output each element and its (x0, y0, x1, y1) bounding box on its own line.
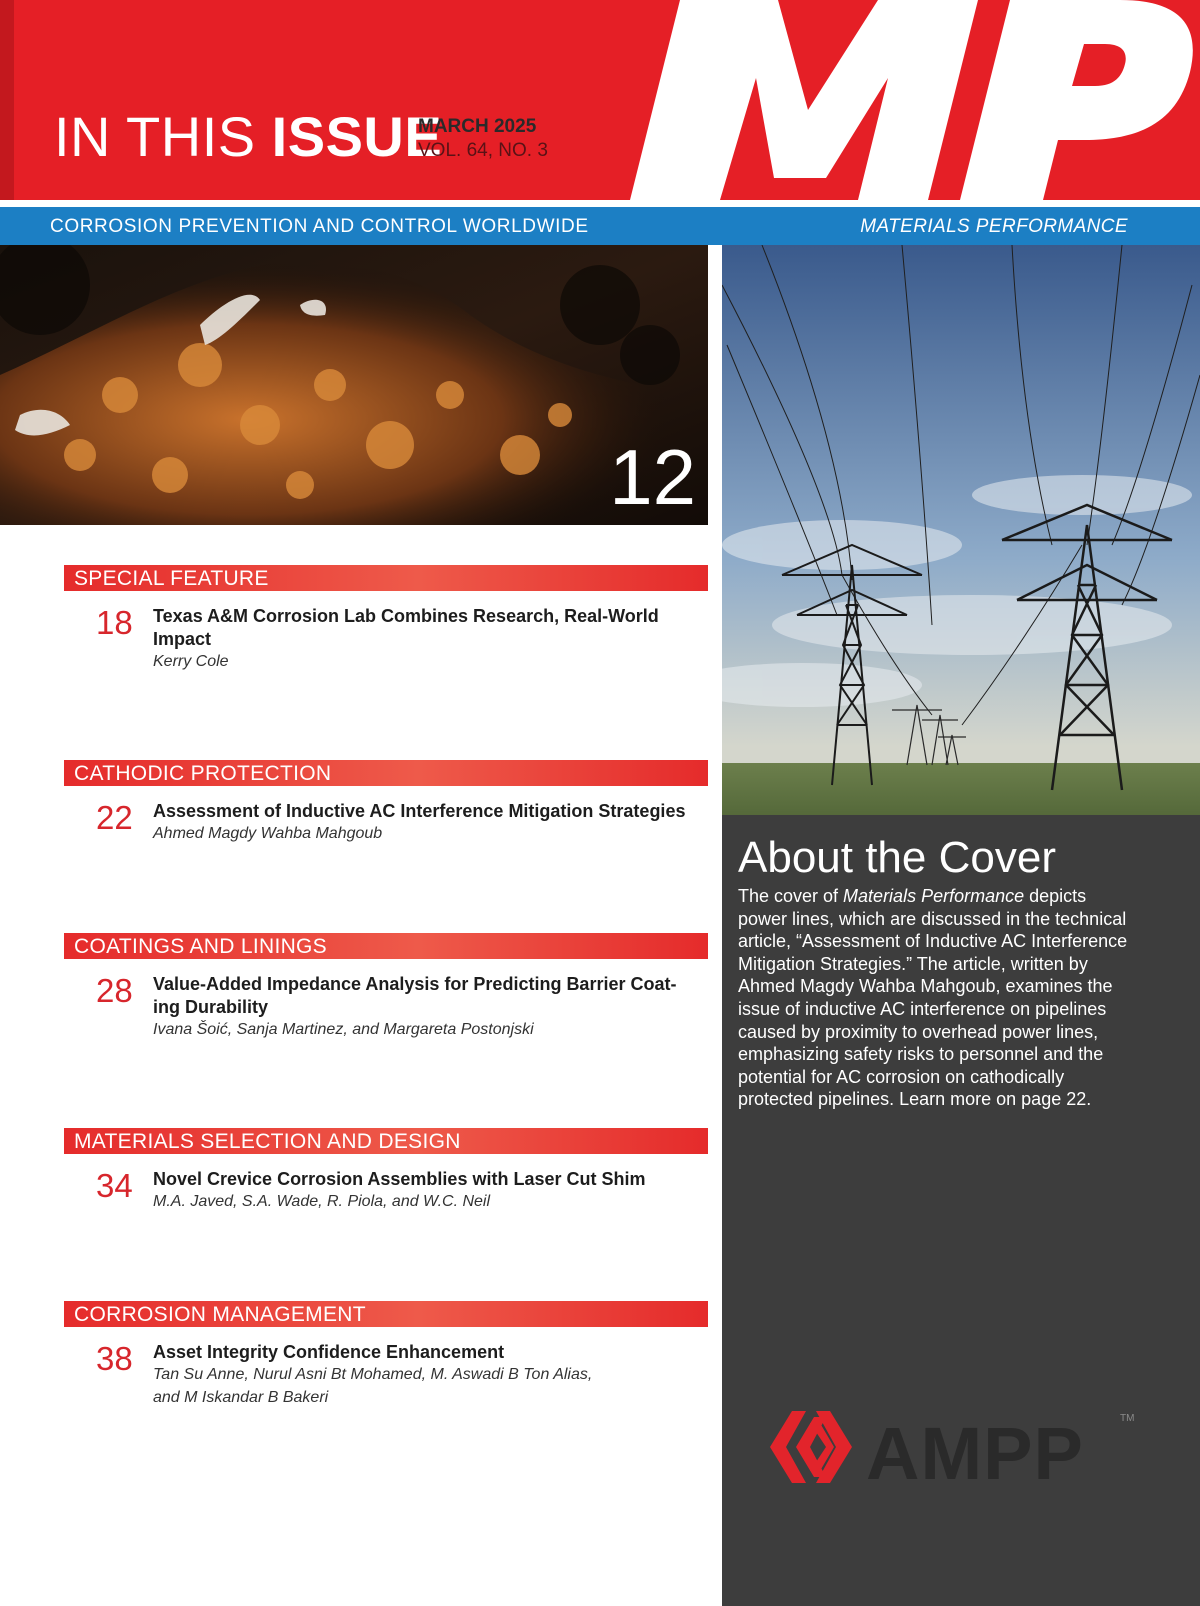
article-authors: Kerry Cole (153, 653, 229, 670)
issue-title-light: IN THIS (54, 105, 272, 168)
ampp-logo-text: AMPP (866, 1412, 1084, 1493)
issue-title-bold: ISSUE (271, 105, 443, 168)
ampp-trademark: TM (1120, 1413, 1135, 1424)
issue-title (54, 106, 442, 168)
ampp-emblem-icon (770, 1411, 852, 1483)
masthead (0, 0, 1200, 200)
tagline-left: CORROSION PREVENTION AND CONTROL WORLDWIDE (50, 216, 589, 237)
mp-logo (560, 0, 1200, 200)
article-authors: Ahmed Magdy Wahba Mahgoub (153, 825, 383, 842)
article-title[interactable]: Assessment of Inductive AC Interference Mitigation Strategies (153, 801, 686, 821)
article-page-number: 22 (96, 799, 133, 836)
about-cover-text (738, 885, 1133, 1111)
article-title[interactable]: Value-Added Impedance Analysis for Predicting Barrier Coat-ing Durability (153, 974, 677, 1017)
issue-volume: VOL. 64, NO. 3 (418, 140, 548, 161)
article-page-number: 28 (96, 972, 133, 1009)
about-cover-heading: About the Cover (738, 833, 1056, 882)
article-title[interactable]: Novel Crevice Corrosion Assemblies with Laser Cut Shim (153, 1169, 646, 1189)
article-authors: Ivana Šoić, Sanja Martinez, and Margareta Postonjski (153, 1021, 534, 1038)
section-category: COATINGS AND LININGS (74, 935, 327, 958)
power-lines-image (722, 245, 1200, 815)
feature-photo-corrosion (0, 245, 708, 525)
article-authors: M.A. Javed, S.A. Wade, R. Piola, and W.C. Neil (153, 1193, 491, 1210)
issue-date: MARCH 2025 (418, 116, 537, 137)
article-title[interactable]: Asset Integrity Confidence Enhancement (153, 1342, 505, 1362)
tagline-right: MATERIALS PERFORMANCE (860, 216, 1128, 237)
section-category: SPECIAL FEATURE (74, 567, 269, 590)
article-page-number: 18 (96, 604, 133, 641)
about-text-magazine-name: Materials Performance (843, 886, 1025, 906)
section-category: MATERIALS SELECTION AND DESIGN (74, 1130, 461, 1153)
masthead-edge (0, 0, 14, 200)
ampp-logo (766, 1403, 1136, 1493)
section-category: CORROSION MANAGEMENT (74, 1303, 366, 1326)
article-title[interactable]: Texas A&M Corrosion Lab Combines Research, Real-World Impact (153, 606, 659, 649)
about-cover-panel (722, 815, 1200, 1606)
section-category: CATHODIC PROTECTION (74, 762, 332, 785)
tagline-bar (0, 207, 1200, 245)
corrosion-image (0, 245, 708, 525)
about-text-part-2: depicts power lines, which are discussed in the technical article, “Assessment of Inductive AC Interference Mitigation Strategies.” The article, written by Ahmed Magdy Wahba Mahgoub, examines the issue of inductive AC interference on pipelines caused by proximity to overhead power lines, emphasizing safety risks to personnel and the potential for AC corrosion on cathodically protected pipelines. Learn more on page 22. (738, 886, 1128, 1110)
article-page-number: 34 (96, 1167, 133, 1204)
article-page-number: 38 (96, 1340, 133, 1377)
feature-page-number: 12 (609, 433, 696, 521)
article-authors: Tan Su Anne, Nurul Asni Bt Mohamed, M. Aswadi B Ton Alias, and M Iskandar B Bakeri (153, 1366, 593, 1406)
about-text-part-1: The cover of (738, 886, 844, 906)
cover-photo-power-lines (722, 245, 1200, 815)
